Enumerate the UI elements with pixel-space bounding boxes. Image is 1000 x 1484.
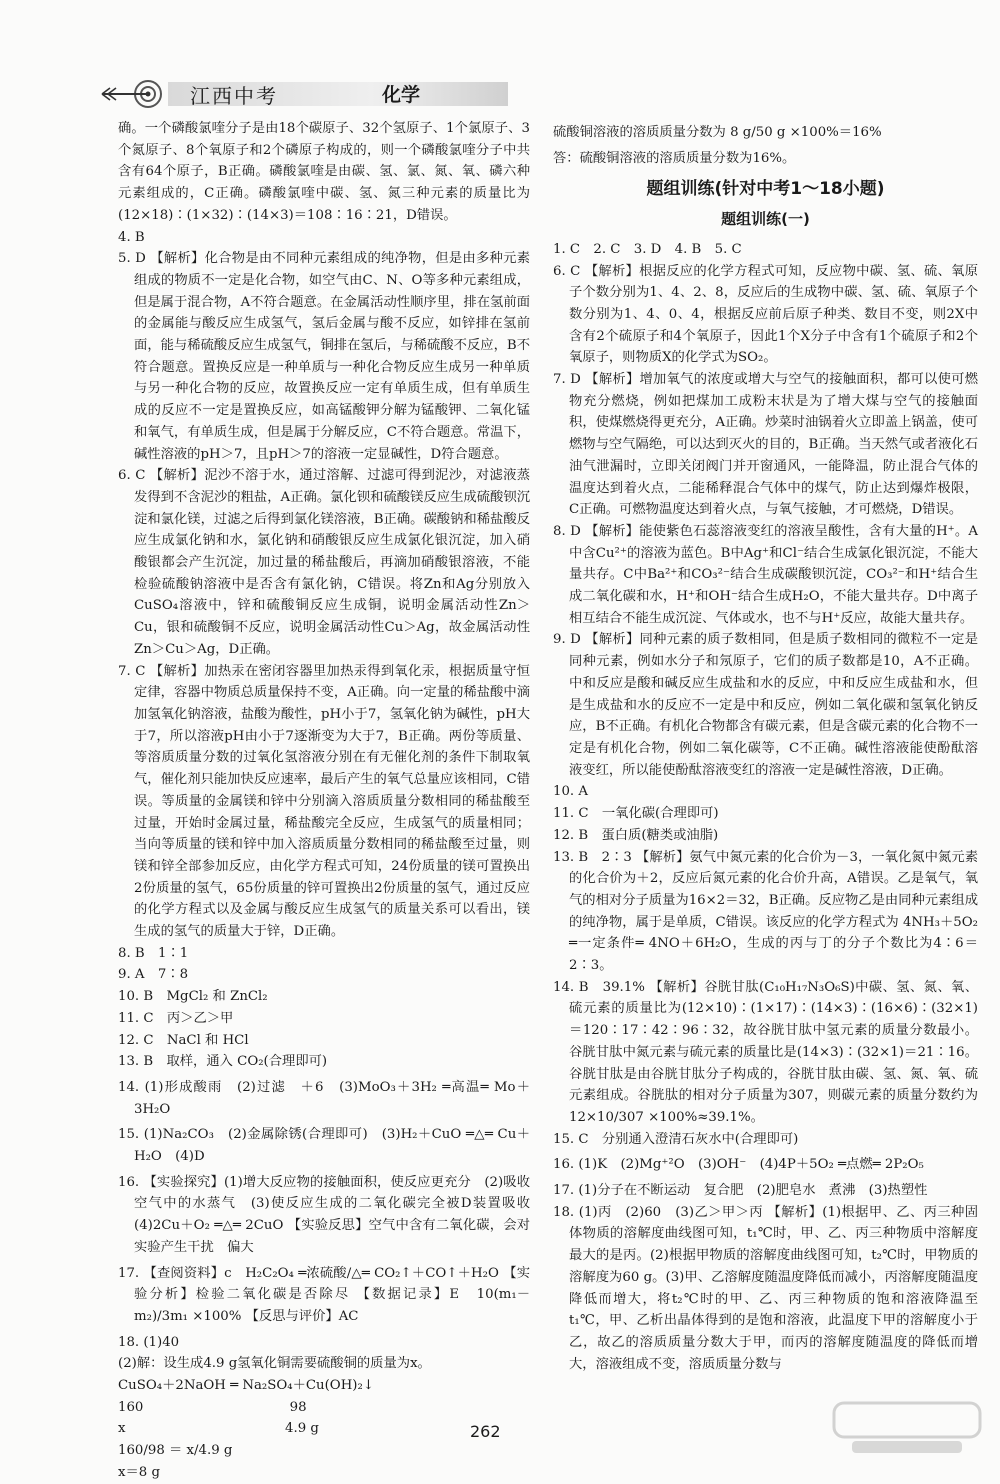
solution-line: 160 98 xyxy=(118,1399,307,1415)
section-subtitle: 题组训练(一) xyxy=(721,210,810,229)
answer-item: 11. C 一氧化碳(合理即可) xyxy=(553,806,719,822)
answer-item: 9. D 【解析】同种元素的质子数相同，但是质子数相同的微粒不一定是同种元素，例如水分子和氖原子，它们的质子数都是10，A不正确。中和反应是酸和碱反应生成盐和水的反应，中和反应生成盐和水，但是生成盐和水的反应不一定是中和反应，例如二氧化碳和氢氧化钠反应，B不正确。有机化合物都含有碳元素，但是含碳元素的化合物不一定是有机化合物，例如二氧化碳等，C不正确。碱性溶液能使酚酞溶液变红，所以能使酚酞溶液变红的溶液一定是碱性溶液，D正确。 xyxy=(553,632,978,778)
answer-item: 7. C 【解析】加热汞在密闭容器里加热汞得到氧化汞，根据质量守恒定律，容器中物质总质量保持不变，A正确。向一定量的稀盐酸中滴加氢氧化钠溶液，盐酸为酸性，pH小于7，氢氧化钠为碱性，pH大于7，所以溶液pH由小于7逐渐变为大于7，B正确。两份等质量、等溶质质量分数的过氧化氢溶液分别在有无催化剂的条件下制取氧气，催化剂只能加快反应速率，最后产生的氧气总量应该相同，C错误。等质量的金属镁和锌中分别滴入溶质质量分数相同的稀盐酸至过量，开始时金属过量，稀盐酸完全反应，生成氢气的质量相同；当向等质量的镁和锌中加入溶质质量分数相同的稀盐酸至过量，则镁和锌全部参加反应，由化学方程式可知，24份质量的镁可置换出2份质量的氢气，65份质量的锌可置换出2份质量的氢气，通过反应的化学方程式以及金属与酸反应生成氢气的质量关系可以看出，镁生成的氢气的质量大于锌，D正确。 xyxy=(118,663,530,940)
answer-item: 10. A xyxy=(553,784,588,800)
answer-item: 8. D 【解析】能使紫色石蕊溶液变红的溶液呈酸性，含有大量的H⁺。A中含Cu²⁺的溶液为蓝色。B中Ag⁺和Cl⁻结合生成氯化银沉淀，不能大量共存。C中Ba²⁺和CO₃²⁻结合生成碳酸钡沉淀，CO₃²⁻和H⁺结合生成二氧化碳和水，H⁺和OH⁻结合生成H₂O，不能大量共存。D中离子相互结合不能生成沉淀、气体或水，也不与H⁺反应，故能大量共存。 xyxy=(553,523,978,626)
solution-line: 硫酸铜溶液的溶质质量分数为 8 g/50 g ×100%＝16% xyxy=(553,125,882,140)
page-number: 262 xyxy=(470,1422,501,1441)
answer-item: 13. B 2∶3 【解析】氨气中氮元素的化合价为－3，一氧化氮中氮元素的化合价为＋2，反应后氮元素的化合价升高，A错误。乙是氧气，氧气的相对分子质量为16×2＝32，B正确。反应物乙是由同种元素组成的纯净物，属于是单质，C错误。该反应的化学方程式为 4NH₃＋5O₂ ═一定条件═ 4NO＋6H₂O，生成的丙与丁的分子个数比为4∶6＝2∶3。 xyxy=(553,849,978,974)
answer-item: 18. (1)40 xyxy=(118,1334,180,1350)
arrow-target-logo-icon xyxy=(100,78,170,110)
answer-item: 17. (1)分子在不断运动 复合肥 (2)肥皂水 煮沸 (3)热塑性 xyxy=(553,1183,928,1199)
answer-item: 12. C NaCl 和 HCl xyxy=(118,1032,249,1048)
answer-item: 10. B MgCl₂ 和 ZnCl₂ xyxy=(118,989,268,1005)
answer-item: 4. B xyxy=(118,229,145,245)
answer-item: 7. D 【解析】增加氧气的浓度或增大与空气的接触面积，都可以使可燃物充分燃烧，例如把煤加工成粉末状是为了增大煤与空气的接触面积，使煤燃烧得更充分，A正确。炒菜时油锅着火立即盖上锅盖，使可燃物与空气隔绝，可以达到灭火的目的，B正确。当天然气或者液化石油气泄漏时，立即关闭阀门并开窗通风，一能降温，防止混合气体的温度达到着火点，二能稀释混合气体中的煤气，防止达到爆炸极限，C正确。可燃物温度达到着火点，与氧气接触，才可燃烧，D错误。 xyxy=(553,372,978,518)
solution-line: (2)解：设生成4.9 g氢氧化铜需要硫酸铜的质量为x。 xyxy=(118,1356,431,1372)
header-subject: 化学 xyxy=(382,84,421,106)
page-header xyxy=(100,74,520,114)
answer-item: 确。一个磷酸氯喹分子是由18个碳原子、32个氢原子、1个氯原子、3个氮原子、8个氧原子和2个磷原子构成的，则一个磷酸氯喹分子中共含有64个原子，B正确。磷酸氯喹是由碳、氢、氯、氮、氧、磷六种元素组成的，C正确。磷酸氯喹中碳、氢、氮三种元素的质量比为(12×18)∶(1×32)∶(14×3)＝108∶16∶21，D错误。 xyxy=(118,121,530,223)
answer-item: 1. C 2. C 3. D 4. B 5. C xyxy=(553,241,742,257)
solution-line: CuSO₄＋2NaOH ═ Na₂SO₄＋Cu(OH)₂↓ xyxy=(118,1378,374,1394)
right-column xyxy=(553,118,978,1375)
solution-line: 答：硫酸铜溶液的溶质质量分数为16%。 xyxy=(553,150,796,166)
header-title: 江西中考 xyxy=(190,84,278,108)
answer-item: 15. C 分别通入澄清石灰水中(合理即可) xyxy=(553,1131,799,1147)
answer-item: 14. (1)形成酸雨 (2)过滤 ＋6 (3)MoO₃＋3H₂ ═高温═ Mo＋3H₂O xyxy=(118,1079,530,1117)
answer-item: 11. C 丙＞乙＞甲 xyxy=(118,1010,234,1026)
answer-item: 8. B 1∶1 xyxy=(118,945,189,961)
left-column xyxy=(118,118,544,1484)
solution-line: x 4.9 g xyxy=(118,1421,319,1437)
solution-line: x＝8 g xyxy=(118,1464,160,1480)
answer-item: 18. (1)丙 (2)60 (3)乙＞甲＞丙 【解析】(1)根据甲、乙、丙三种固体物质的溶解度曲线图可知，t₁℃时，甲、乙、丙三种物质中溶解度最大的是丙。(2)根据甲物质的溶解度曲线图可知，t₂℃时，甲物质的溶解度为60 g。(3)甲、乙溶解度随温度降低而减小，丙溶解度随温度降低而增大，将t₂℃时的甲、乙、丙三种物质的饱和溶液降温至t₁℃，甲、乙析出晶体得到的是饱和溶液，此温度下甲的溶解度小于乙，故乙的溶质质量分数大于甲，而丙的溶解度随温度的降低而增大，溶液组成不变，溶质质量分数与 xyxy=(553,1204,978,1372)
solution-line: 160/98 ＝ x/4.9 g xyxy=(118,1443,233,1459)
answer-item: 16. 【实验探究】(1)增大反应物的接触面积，使反应更充分 (2)吸收空气中的水蒸气 (3)使反应生成的二氧化碳完全被D装置吸收 (4)2Cu＋O₂ ═△═ 2CuO 【实验反思】空气中含有二氧化碳，会对实验产生干扰 偏大 xyxy=(118,1174,544,1255)
answer-item: 17. 【查阅资料】c H₂C₂O₄ ═浓硫酸/△═ CO₂↑＋CO↑＋H₂O 【实验分析】检验二氧化碳是否除尽 【数据记录】E 10(m₁－m₂)/3m₁ ×100% 【反思与评价】AC xyxy=(118,1265,530,1324)
answer-item: 14. B 39.1% 【解析】谷胱甘肽(C₁₀H₁₇N₃O₆S)中碳、氢、氮、氧、硫元素的质量比为(12×10)∶(1×17)∶(14×3)∶(16×6)∶(32×1)＝120∶17∶42∶96∶32，故谷胱甘肽中氢元素的质量分数最小。谷胱甘肽中氮元素与硫元素的质量比是(14×3)∶(32×1)＝21∶16。谷胱甘肽是由谷胱甘肽分子构成的，谷胱甘肽由碳、氢、氮、氧、硫元素组成。谷胱肽的相对分子质量为307，则碳元素的质量分数约为 12×10/307 ×100%≈39.1%。 xyxy=(553,979,978,1125)
answer-item: 9. A 7∶8 xyxy=(118,967,189,983)
answer-item: 15. (1)Na₂CO₃ (2)金属除锈(合理即可) (3)H₂＋CuO ═△═ Cu＋H₂O (4)D xyxy=(118,1127,530,1165)
answer-item: 6. C 【解析】泥沙不溶于水，通过溶解、过滤可得到泥沙，对滤液蒸发得到不含泥沙的粗盐，A正确。氯化钡和硫酸镁反应生成硫酸钡沉淀和氯化镁，过滤之后得到氯化镁溶液，B正确。碳酸钠和稀盐酸反应生成氯化钠和水，氯化钠和硝酸银反应生成氯化银沉淀，加入硝酸银都会产生沉淀，加过量的稀盐酸后，再滴加硝酸银溶液，不能检验硫酸钠溶液中是否含有氯化钠，C错误。将Zn和Ag分别放入CuSO₄溶液中，锌和硫酸铜反应生成铜，说明金属活动性Zn＞Cu，银和硫酸铜不反应，说明金属活动性Cu＞Ag，故金属活动性Zn＞Cu＞Ag，D正确。 xyxy=(118,468,530,657)
answer-item: 6. C 【解析】根据反应的化学方程式可知，反应物中碳、氢、硫、氧原子个数分别为1、4、2、8，反应后的生成物中碳、氢、硫、氧原子个数分别为1、4、0、4，根据反应前后原子种类、数目不变，则2X中含有2个硫原子和4个氧原子，因此1个X分子中含有1个硫原子和2个氧原子，则物质X的化学式为SO₂。 xyxy=(553,263,978,366)
answer-item: 5. D 【解析】化合物是由不同种元素组成的纯净物，但是由多种元素组成的物质不一定是化合物，如空气由C、N、O等多种元素组成，但是属于混合物，A不符合题意。在金属活动性顺序里，排在氢前面的金属能与酸反应生成氢气，氢后金属与酸不反应，如锌排在氢前面，能与稀硫酸反应生成氢气，铜排在氢后，与稀硫酸不反应，B不符合题意。置换反应是一种单质与一种化合物反应生成另一种单质与另一种化合物的反应，故置换反应一定有单质生成，但有单质生成的反应不一定是置换反应，如高锰酸钾分解为锰酸钾、二氧化锰和氧气，有单质生成，但是属于分解反应，C不符合题意。常温下，碱性溶液的pH＞7，且pH＞7的溶液一定显碱性，D符合题意。 xyxy=(118,251,530,462)
watermark-logo-icon xyxy=(832,1397,982,1457)
answer-item: 12. B 蛋白质(糖类或油脂) xyxy=(553,827,719,843)
section-title: 题组训练(针对中考1～18小题) xyxy=(646,179,885,200)
answer-item: 16. (1)K (2)Mg⁺²O (3)OH⁻ (4)4P＋5O₂ ═点燃═ 2P₂O₅ xyxy=(553,1157,924,1173)
answer-item: 13. B 取样，通入 CO₂(合理即可) xyxy=(118,1054,328,1070)
